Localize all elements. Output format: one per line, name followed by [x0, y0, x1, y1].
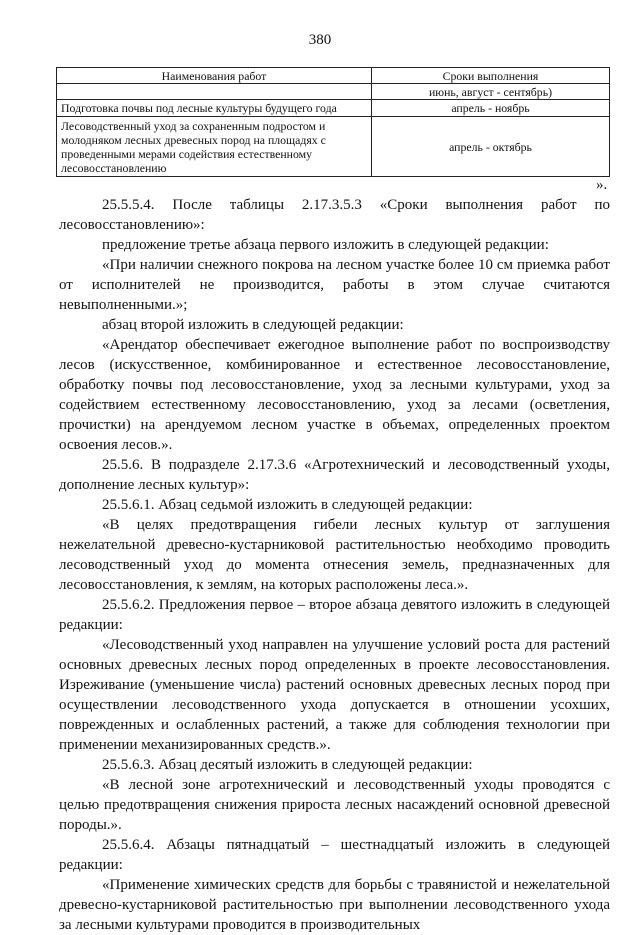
table-row: [57, 84, 610, 100]
table-cell: апрель - октябрь: [372, 117, 610, 177]
table-cell: июнь, август - сентябрь): [372, 84, 610, 100]
table-header-deadlines: Сроки выполнения: [372, 68, 610, 84]
paragraph: «В лесной зоне агротехнический и лесоводственный уходы проводятся с целью предотвращения снижения прироста лесных насаждений основной древесной породы.».: [59, 777, 610, 833]
paragraph: 25.5.5.4. После таблицы 2.17.3.5.3 «Сроки выполнения работ по лесовосстановлению»:: [59, 197, 610, 233]
paragraph: «Применение химических средств для борьбы с травянистой и нежелательной древесно-кустарниковой растительностью при выполнении лесоводственного ухода за лесными культурами проводится в производительных: [59, 877, 610, 933]
table-header-works: Наименования работ: [57, 68, 372, 84]
table-row: [57, 117, 610, 177]
paragraph: «При наличии снежного покрова на лесном участке более 10 см приемка работ от исполнителей не производится, работы в этом случае считаются невыполненными.»;: [59, 257, 610, 313]
paragraph: 25.5.6.4. Абзацы пятнадцатый – шестнадцатый изложить в следующей редакции:: [59, 837, 610, 873]
table-cell: Лесоводственный уход за сохраненным подростом и молодняком лесных древесных пород на площадях с проведенными мерами содействия естественному лесовосстановлению: [57, 117, 372, 177]
paragraph: «В целях предотвращения гибели лесных культур от заглушения нежелательной древесно-кустарниковой растительностью необходимо проводить лесоводственный уход до момента отнесения земель, предназначенных для лесовосстановления, к землям, на которых расположены леса.».: [59, 517, 610, 593]
paragraph: абзац второй изложить в следующей редакции:: [102, 317, 404, 333]
table-cell: [57, 84, 372, 100]
paragraph: 25.5.6.1. Абзац седьмой изложить в следующей редакции:: [102, 497, 473, 513]
paragraph: «Арендатор обеспечивает ежегодное выполнение работ по воспроизводству лесов (искусственное, комбинированное и естественное лесовосстановление, обработку почвы под лесовосстановление, уход за лесными культурами, уход за содействием естественному лесовосстановлению, уход за лесами (осветления, прочистки) на арендуемом лесном участке в объемах, определенных проектом освоения лесов.».: [59, 337, 610, 453]
document-body: [59, 195, 610, 935]
table-row: [57, 100, 610, 117]
closing-quote: ».: [596, 177, 608, 193]
table-cell: Подготовка почвы под лесные культуры будущего года: [57, 100, 372, 117]
page-number: 380: [308, 32, 332, 48]
works-table: [56, 67, 610, 177]
paragraph: 25.5.6. В подразделе 2.17.3.6 «Агротехнический и лесоводственный уходы, дополнение лесных культур»:: [59, 457, 610, 493]
paragraph: «Лесоводственный уход направлен на улучшение условий роста для растений основных древесных лесных пород определенных в проекте лесовосстановления. Изреживание (уменьшение числа) растений основных древесных лесных пород при осуществлении лесоводственного ухода допускается в отношении усохших, поврежденных и ослабленных растений, а также для соблюдения технологии при применении механизированных средств.».: [59, 637, 610, 753]
table-cell: апрель - ноябрь: [372, 100, 610, 117]
paragraph: 25.5.6.2. Предложения первое – второе абзаца девятого изложить в следующей редакции:: [59, 597, 610, 633]
paragraph: 25.5.6.3. Абзац десятый изложить в следующей редакции:: [102, 757, 473, 773]
paragraph: предложение третье абзаца первого изложить в следующей редакции:: [102, 237, 549, 253]
table-header-row: [57, 68, 610, 84]
